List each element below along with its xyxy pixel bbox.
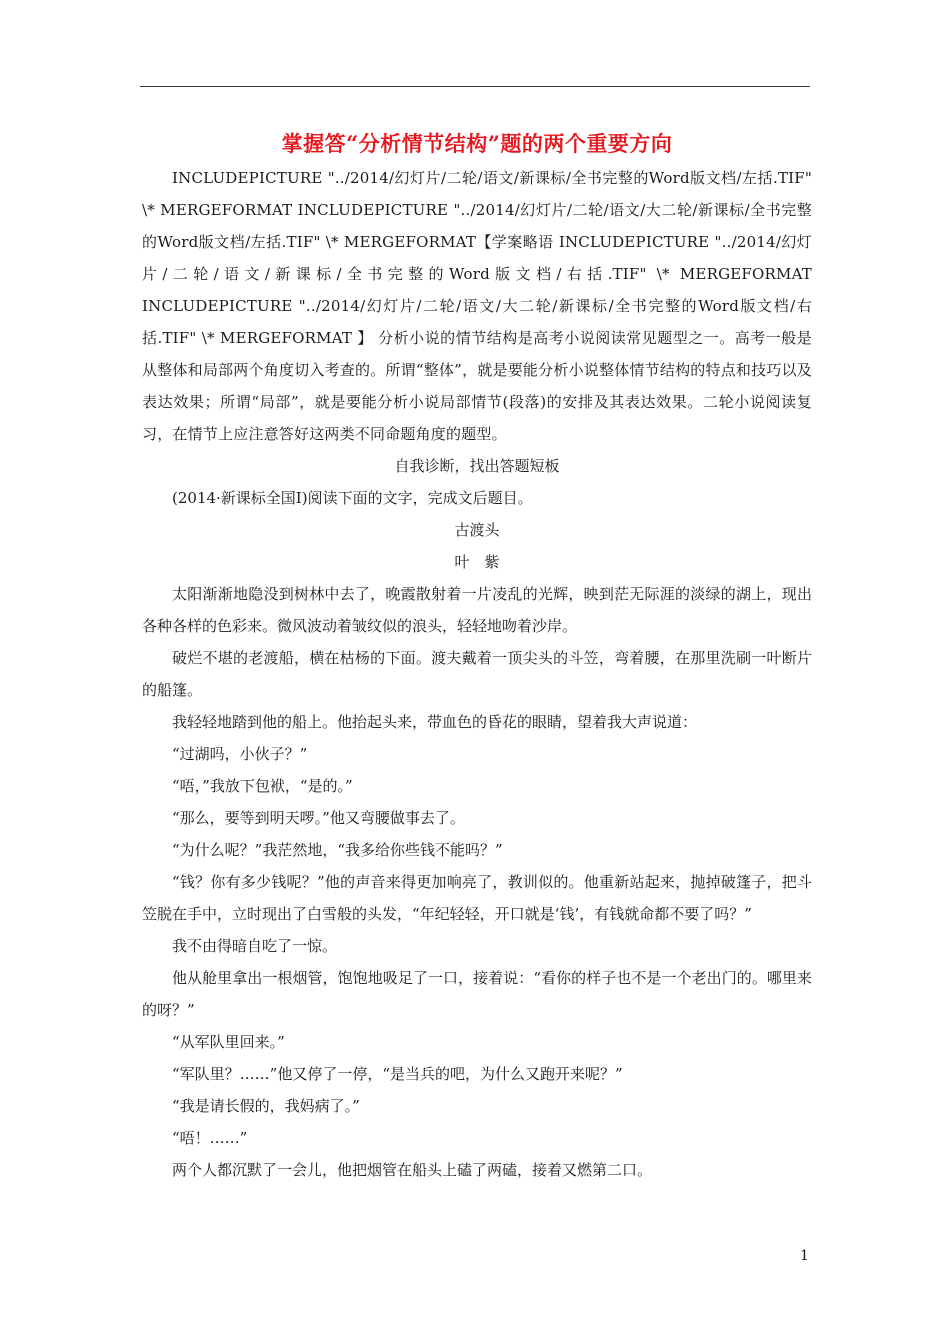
story-paragraph: 他从舱里拿出一根烟管，饱饱地吸足了一口，接着说：“看你的样子也不是一个老出门的。哪里来的呀？”: [142, 969, 812, 1019]
page-number: 1: [800, 1248, 809, 1264]
story-paragraph: “那么，要等到明天啰。”他又弯腰做事去了。: [172, 809, 465, 827]
story-paragraph: “唔，”我放下包袱，“是的。”: [172, 777, 353, 795]
story-author: 叶 紫: [454, 553, 500, 571]
header-rule: [140, 86, 810, 87]
story-paragraph: 太阳渐渐地隐没到树林中去了，晚霞散射着一片凌乱的光辉，映到茫无际涯的淡绿的湖上，现出各种各样的色彩来。微风波动着皱纹似的浪头，轻轻地吻着沙岸。: [142, 585, 812, 635]
story-paragraph: “唔！……”: [172, 1129, 248, 1147]
story-paragraph: “钱？你有多少钱呢？”他的声音来得更加响亮了，教训似的。他重新站起来，抛掉破篷子，把斗笠脱在手中，立时现出了白雪般的头发，“年纪轻轻，开口就是‘钱’，有钱就命都不要了吗？”: [142, 873, 812, 923]
source-line: (2014·新课标全国Ⅰ)阅读下面的文字，完成文后题目。: [172, 489, 533, 507]
story-paragraph: 我不由得暗自吃了一惊。: [172, 937, 338, 955]
story-paragraph: “从军队里回来。”: [172, 1033, 285, 1051]
document-body: [142, 128, 812, 1186]
section-heading: 自我诊断，找出答题短板: [394, 457, 560, 475]
story-title: 古渡头: [454, 521, 500, 539]
story-paragraph: 我轻轻地踏到他的船上。他抬起头来，带血色的昏花的眼睛，望着我大声说道：: [172, 713, 698, 731]
story-paragraph: “过湖吗，小伙子？”: [172, 745, 308, 763]
story-paragraph: 破烂不堪的老渡船，横在枯杨的下面。渡夫戴着一顶尖头的斗笠，弯着腰，在那里洗刷一叶断片的船篷。: [142, 649, 812, 699]
story-paragraph: “军队里？……”他又停了一停，“是当兵的吧，为什么又跑开来呢？”: [172, 1065, 623, 1083]
intro-paragraph: INCLUDEPICTURE "../2014/幻灯片/二轮/语文/新课标/全书完整的Word版文档/左括.TIF" \* MERGEFORMAT INCLUDEPICTURE "../2014/幻灯片/二轮/语文/大二轮/新课标/全书完整的Word版文档/左括.TIF" \* MERGEFORMAT【学案略语 INCLUDEPICTURE "../2014/幻灯片/二轮/语文/新课标/全书完整的Word版文档/右括.TIF" \* MERGEFORMAT INCLUDEPICTURE "../2014/幻灯片/二轮/语文/大二轮/新课标/全书完整的Word版文档/右括.TIF" \* MERGEFORMAT 】 分析小说的情节结构是高考小说阅读常见题型之一。高考一般是从整体和局部两个角度切入考查的。所谓“整体”，就是要能分析小说整体情节结构的特点和技巧以及表达效果；所谓“局部”，就是要能分析小说局部情节(段落)的安排及其表达效果。二轮小说阅读复习，在情节上应注意答好这两类不同命题角度的题型。: [142, 169, 812, 443]
story-paragraph: 两个人都沉默了一会儿，他把烟管在船头上磕了两磕，接着又燃第二口。: [172, 1161, 653, 1179]
page-title: 掌握答“分析情节结构”题的两个重要方向: [281, 131, 673, 156]
story-paragraph: “为什么呢？”我茫然地，“我多给你些钱不能吗？”: [172, 841, 503, 859]
story-paragraph: “我是请长假的，我妈病了。”: [172, 1097, 360, 1115]
